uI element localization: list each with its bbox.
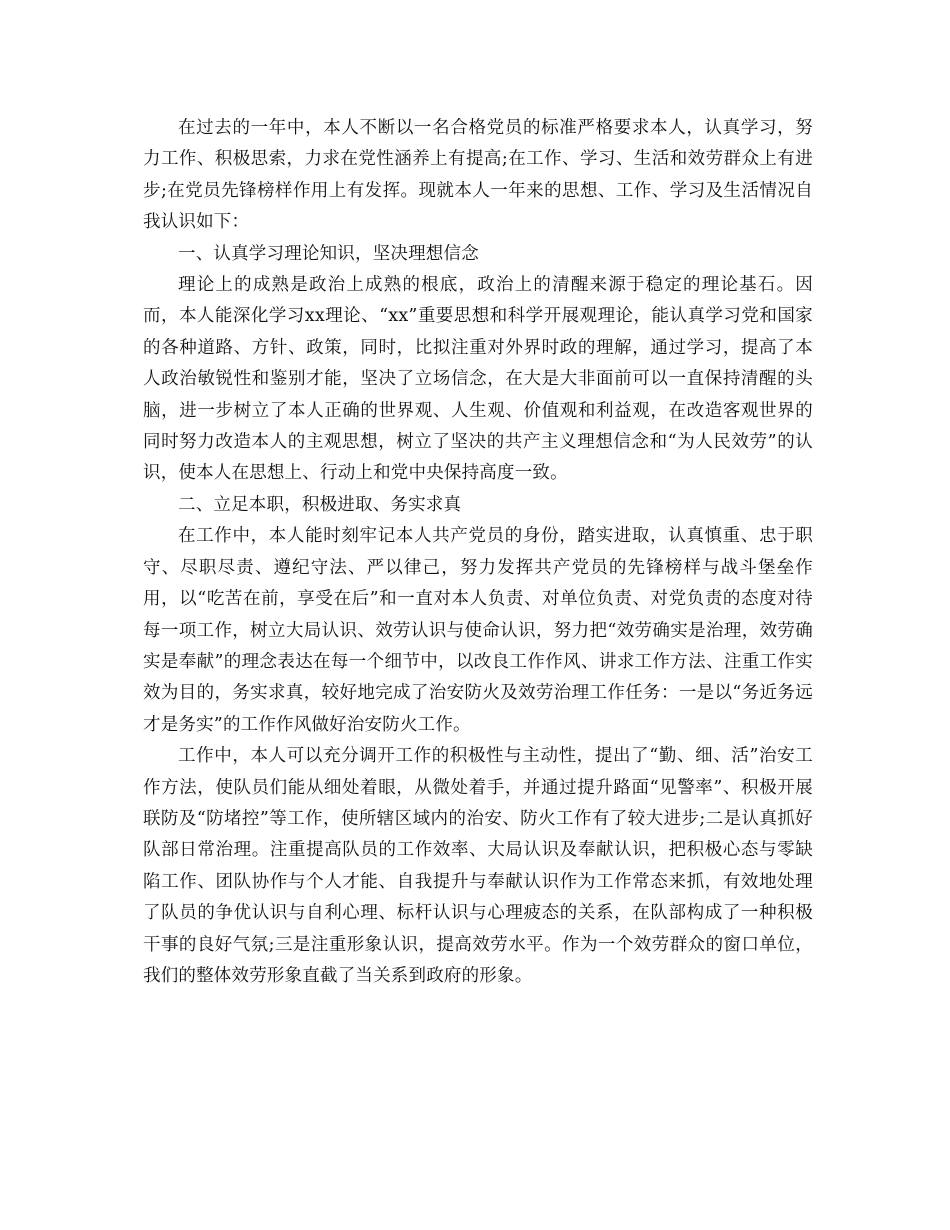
intro-paragraph: 在过去的一年中，本人不断以一名合格党员的标准严格要求本人，认真学习，努力工作、积极思索，力求在党性涵养上有提高;在工作、学习、生活和效劳群众上有进步;在党员先锋榜样作用上有发挥。现就本人一年来的思想、工作、学习及生活情况自我认识如下： — [143, 118, 813, 233]
section-heading-1: 一、认真学习理论知识，坚决理想信念 — [178, 243, 479, 264]
section-heading-2: 二、立足本职，积极进取、务实求真 — [178, 494, 462, 515]
section-1-paragraph: 理论上的成熟是政治上成熟的根底，政治上的清醒来源于稳定的理论基石。因而，本人能深化学习xx理论、“xx”重要思想和科学开展观理论，能认真学习党和国家的各种道路、方针、政策，同时，比拟注重对外界时政的理解，通过学习，提高了本人政治敏锐性和鉴别才能，坚决了立场信念，在大是大非面前可以一直保持清醒的头脑，进一步树立了本人正确的世界观、人生观、价值观和利益观，在改造客观世界的同时努力改造本人的主观思想，树立了坚决的共产主义理想信念和“为人民效劳”的认识，使本人在思想上、行动上和党中央保持高度一致。 — [143, 275, 813, 484]
section-2-paragraph-1: 在工作中，本人能时刻牢记本人共产党员的身份，踏实进取，认真慎重、忠于职守、尽职尽责、遵纪守法、严以律己，努力发挥共产党员的先锋榜样与战斗堡垒作用，以“吃苦在前，享受在后”和一直对本人负责、对单位负责、对党负责的态度对待每一项工作，树立大局认识、效劳认识与使命认识，努力把“效劳确实是治理，效劳确实是奉献”的理念表达在每一个细节中，以改良工作作风、讲求工作方法、注重工作实效为目的，务实求真，较好地完成了治安防火及效劳治理工作任务：一是以“务近务远才是务实”的工作作风做好治安防火工作。 — [143, 526, 813, 735]
document-body — [143, 113, 813, 992]
section-2-paragraph-2: 工作中，本人可以充分调开工作的积极性与主动性，提出了“勤、细、活”治安工作方法，使队员们能从细处着眼，从微处着手，并通过提升路面“见警率”、积极开展联防及“防堵控”等工作，使所辖区域内的治安、防火工作有了较大进步;二是认真抓好队部日常治理。注重提高队员的工作效率、大局认识及奉献认识，把积极心态与零缺陷工作、团队协作与个人才能、自我提升与奉献认识作为工作常态来抓，有效地处理了队员的争优认识与自利心理、标杆认识与心理疲态的关系，在队部构成了一种积极干事的良好气氛;三是注重形象认识，提高效劳水平。作为一个效劳群众的窗口单位，我们的整体效劳形象直截了当关系到政府的形象。 — [143, 746, 813, 986]
